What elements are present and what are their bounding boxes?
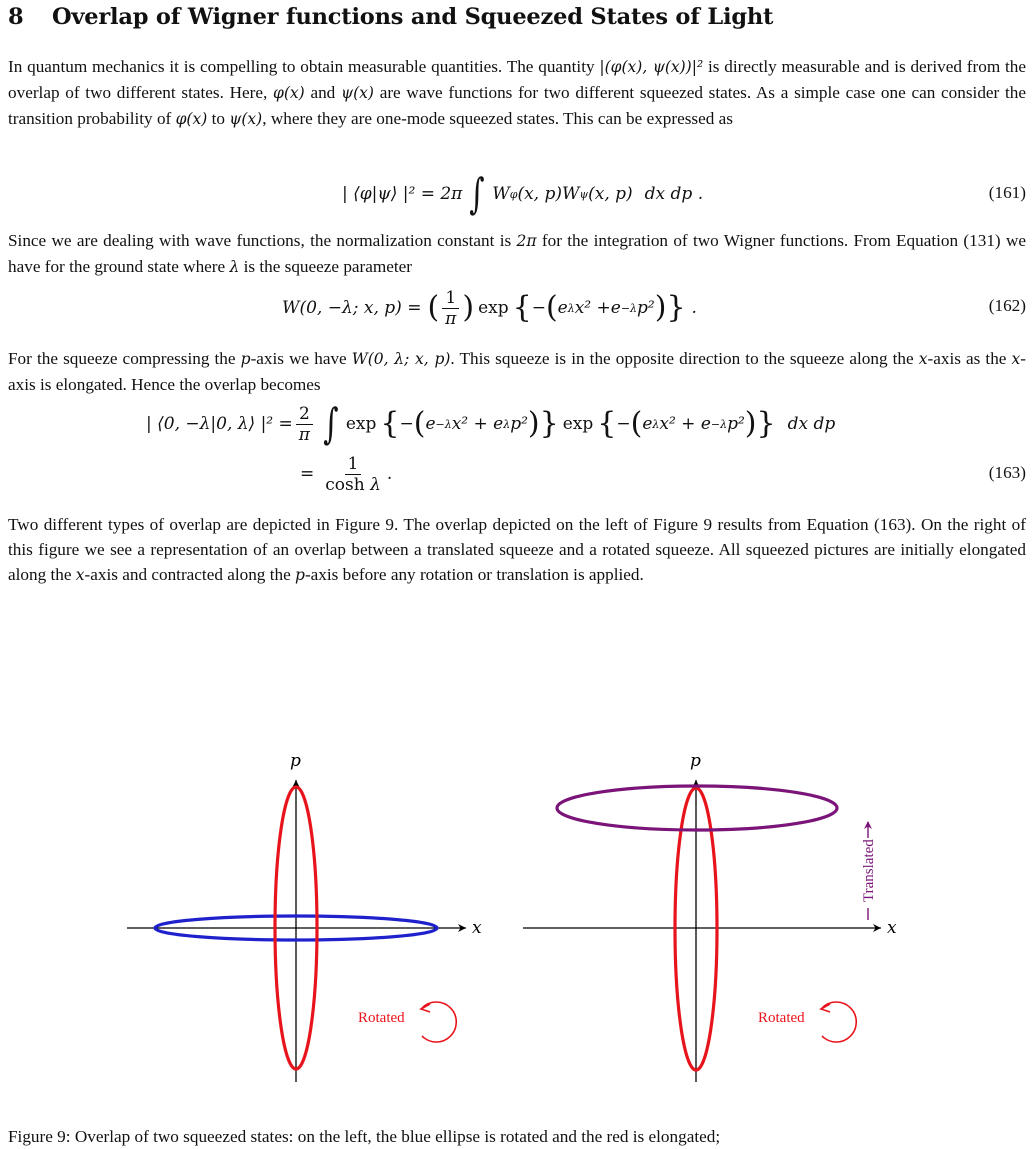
section-title: Overlap of Wigner functions and Squeezed States of Light (52, 4, 774, 30)
equation-number-162: (162) (988, 296, 1026, 315)
eq162-lhs: W(0, −λ; x, p) = (282, 298, 422, 318)
figure-left-panel (127, 751, 482, 1082)
right-rotation-arrow-icon (822, 1002, 856, 1042)
left-rotated-label: Rotated (358, 1010, 405, 1026)
section-number: 8 (8, 4, 24, 30)
right-p-label: p (690, 751, 701, 771)
equation-163: | ⟨0, −λ|0, λ⟩ |² = $\frac{2}{\pi}$ ∫ exp { − ( e −λ x² + e λ p² ) } exp { − ( e λ x² + e −λ p² ) } dx dp = $\frac{1}{\text{cosh λ}}$ . (163) (146, 399, 1026, 495)
integral-sign-icon: ∫ (323, 399, 339, 448)
integral-sign-icon: ∫ (469, 169, 485, 218)
paragraph-figure-description: Two different types of overlap are depicted in Figure 9. The overlap depicted on the left of Figure 9 results from Equation (163). On the right of this figure we see a representation of an overlap between a translated squeeze and a rotated squeeze. All squeezed pictures are initially elongated along the x-axis and contracted along the p-axis before any rotation or translation is applied. (8, 515, 1026, 584)
paragraph-normalization: Since we are dealing with wave functions, the normalization constant is 2π for the integration of two Wigner functions. From Equation (131) we have for the ground state where λ is the squeeze parameter (8, 231, 1027, 276)
paragraph-squeeze: For the squeeze compressing the p-axis we have W(0, λ; x, p). This squeeze is in the opposite direction to the squeeze along the x-axis as the x-axis is elongated. Hence the overlap becomes (8, 349, 1027, 394)
eq161-lhs: | ⟨φ|ψ⟩ |² = 2π (342, 184, 463, 204)
equation-number-163: (163) (988, 463, 1026, 482)
purple-translated-ellipse (557, 786, 837, 830)
left-rotation-arrow-icon (422, 1002, 456, 1042)
equation-161: | ⟨φ|ψ⟩ |² = 2π ∫ W φ (x, p) W ψ (x, p) dx dp . (161) (342, 169, 1026, 218)
left-x-label: x (472, 918, 482, 938)
figure-right-panel (523, 751, 897, 1082)
figure-caption: Figure 9: Overlap of two squeezed states: on the left, the blue ellipse is rotated and the red is elongated; (8, 1127, 721, 1146)
right-rotated-label: Rotated (758, 1010, 805, 1026)
eq163-lhs: | ⟨0, −λ|0, λ⟩ |² = (146, 414, 293, 434)
equation-162: W(0, −λ; x, p) = ( $\frac{1}{\pi}$ ) exp { − ( e λ x² + e −λ p² ) } . (162) (282, 287, 1026, 329)
equation-number-161: (161) (988, 183, 1026, 202)
left-p-label: p (290, 751, 301, 771)
translated-label: Translated (861, 839, 877, 902)
paragraph-intro: In quantum mechanics it is compelling to obtain measurable quantities. The quantity |(φ(x), ψ(x))|² is directly measurable and is derived from the overlap of two different states. Here, φ(x) and ψ(x) are wave functions for two different squeezed states. As a simple case one can consider the transition probability of φ(x) to ψ(x), where they are one-mode squeezed states. This can be expressed as (8, 57, 1026, 128)
right-x-label: x (887, 918, 897, 938)
